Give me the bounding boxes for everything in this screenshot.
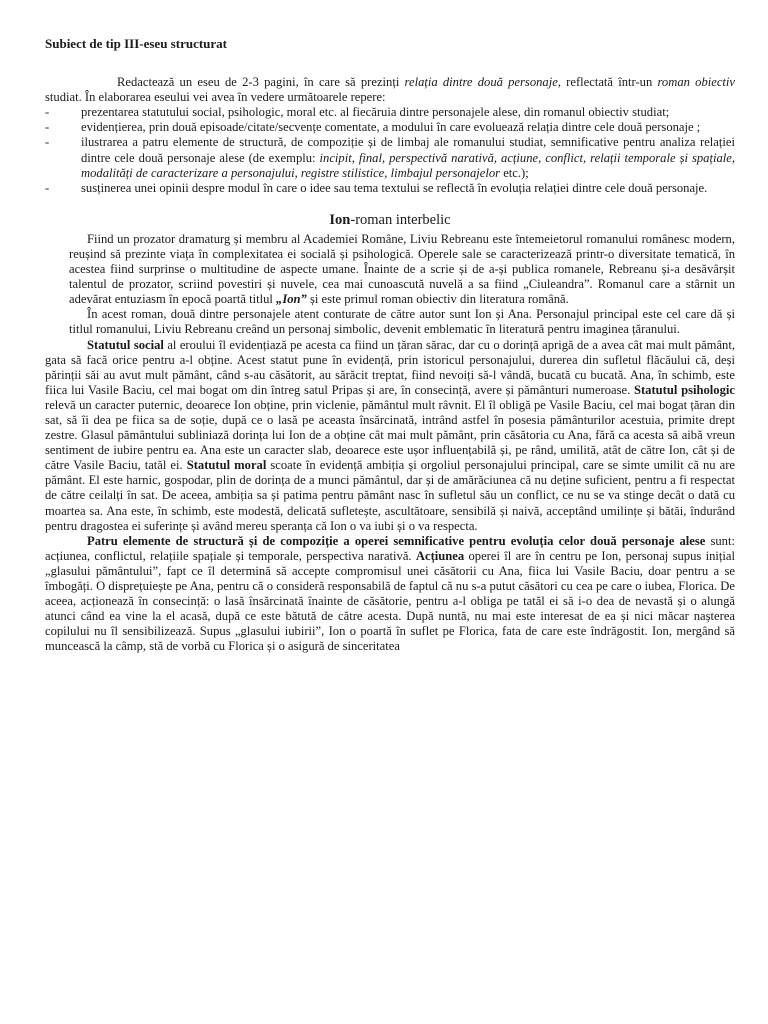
essay-intro-block [45, 232, 735, 338]
requirement-item: - evidențierea, prin două episoade/citate/secvențe comentate, a modului în care evoluează relația dintre cele două personaje ; [45, 120, 735, 135]
requirement-item: - prezentarea statutului social, psihologic, moral etc. al fiecăruia dintre personajele alese, din romanul obiectiv studiat; [45, 105, 735, 120]
requirements-list [45, 105, 735, 196]
requirement-item: - susținerea unei opinii despre modul în care o idee sau tema textului se reflectă în evoluția relației dintre cele două personaje. [45, 181, 735, 196]
essay-paragraph: Statutul social al eroului îl evidențiază pe acesta ca fiind un țăran sărac, dar cu o dorință aprigă de a avea cât mai mult pământ, gata să facă orice pentru a-l obține. Acest statut pune în evidență, prin istoricul personajului, durerea din sufletul flăcăului că, deși părinții săi au avut mult pământ, când s-au căsătorit, au sărăcit treptat, fiind nevoiți să-l vândă, bucată cu bucată. Ana, în schimb, este fiica lui Vasile Baciu, cel mai bogat om din întreg satul Pripas și are, în consecință, avere și pământuri numeroase. Statutul psihologic relevă un caracter puternic, deoarece Ion obține, prin viclenie, pământul mult râvnit. El îl obligă pe Vasile Baciu, cel mai bogat țăran din sat, să îi dea pe fiica sa de soție, după ce o lasă pe aceasta însărcinată, intrând astfel în posesia pământurilor acestuia, primite drept zestre. Glasul pământului subliniază dorința lui Ion de a obține cât mai mult pământ, prin căsătoria cu Ana, fără ca acesta să aibă vreun sentiment de iubire pentru ea. Ana este un caracter slab, deoarece este ușor influențabilă și, pe rând, umilită, atât de către Ion, cât și de către Vasile Baciu, tatăl ei. Statutul moral scoate în evidență ambiția și orgoliul personajului principal, care se simte umilit că nu are pământ. El este harnic, gospodar, plin de dorința de a munci pământul, dar și de amărăciunea că nu deține suficient, pentru a fi respectat de către ceilalți în sat. De aceea, ambiția sa și patima pentru pământ nasc în sufletul său un conflict, ce nu se va stinge decât o dată cu moartea sa. Ana este, în schimb, este modestă, delicată sufletește, ascultătoare, sensibilă și naivă, acceptând umilințe și bătăi, îndurând pentru dragostea ei suferințe și având mereu speranța că Ion o va iubi și o va respecta. [45, 337, 735, 533]
essay-paragraph: Patru elemente de structură și de compoziție a operei semnificative pentru evoluția celor două personaje alese sunt: acțiunea, conflictul, relațiile spațiale și temporale, perspectiva narativă. Acțiunea operei îl are în centru pe Ion, personaj supus inițial „glasului pământului”, fapt ce îl determină să accepte compromisul unei căsătorii cu Ana, fiica lui Vasile Baciu, doar pentru a se îmbogăți. O disprețuiește pe Ana, pentru că o consideră responsabilă de faptul că nu s-a putut căsători cu cea pe care o iubea, Florica. De aceea, acționează în consecință: o lasă însărcinată înainte de căsătorie, pentru a-l obliga pe tatăl ei să i-o dea de nevastă și o alungă atunci când ea vine la el acasă, după ce este bătută de către acesta. După nuntă, nu mai este interesat de ea și nici măcar nașterea copilului nu îl sensibilizează. Supus „glasului iubirii”, Ion o poartă în suflet pe Florica, fata de care este îndrăgostit. Ion, mergând să muncească la câmp, stă de vorbă cu Florica și o asigură de sinceritatea [45, 533, 735, 654]
essay-paragraph: Fiind un prozator dramaturg și membru al Academiei Române, Liviu Rebreanu este întemeietorul romanului românesc modern, reușind să prezinte viața în complexitatea ei socială și psihologică. Operele sale se caracterizează printr-o diversitate tematică, în acestea fiind surprinse o multitudine de aspecte umane. Înainte de a scrie și de a-și publica romanele, Rebreanu și-a desăvârșit talentul de prozator, scriind povestiri și nuvele, cea mai cunoascută nuvelă a sa fiind „Ciuleandra”. Romanul care a stârnit un adevărat entuziasm în epocă poartă titlul „Ion” și este primul roman obiectiv din literatura română. [69, 231, 735, 307]
essay-paragraph: În acest roman, două dintre personajele atent conturate de către autor sunt Ion și Ana. Personajul principal este cel care dă și titlul romanului, Liviu Rebreanu creând un personaj simbolic, devenit emblematic în literatură pentru imaginea țăranului. [69, 307, 735, 337]
subject-title: Subiect de tip III-eseu structurat [45, 36, 227, 51]
subject-intro: Redactează un eseu de 2-3 pagini, în care să prezinți relația dintre două personaje, reflectată într-un roman obiectiv studiat. În elaborarea eseului vei avea în vedere următoarele repere: [45, 75, 736, 105]
essay-body [45, 338, 735, 655]
essay-title: Ion-roman interbelic [329, 211, 451, 228]
requirement-item: - ilustrarea a patru elemente de structură, de compoziție și de limbaj ale romanului studiat, semnificative pentru analiza relației dintre cele două personaje alese (de exemplu: incipit, final, perspectivă narativă, acțiune, conflict, relații temporale și spațiale, modalități de caracterizare a personajului, registre stilistice, limbajul personajelor etc.); [45, 135, 735, 180]
document-page [45, 36, 735, 654]
